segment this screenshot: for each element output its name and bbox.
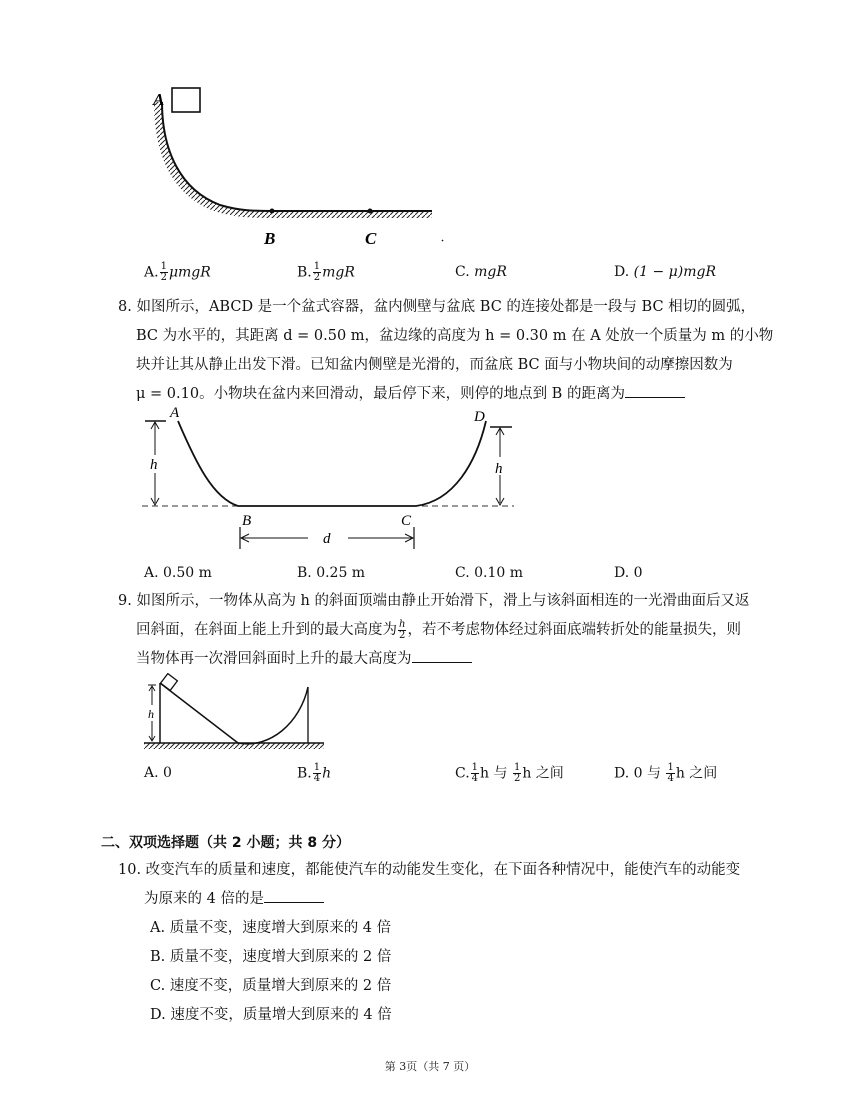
q9-answer-blank[interactable] — [412, 648, 472, 663]
q8-label-h-left: h — [150, 457, 158, 473]
q8-option-a[interactable]: A. 0.50 m — [144, 565, 212, 581]
q8-stem — [118, 293, 778, 409]
q9-line-3: 当物体再一次滑回斜面时上升的最大高度为 — [118, 645, 778, 674]
q9-line-2: 回斜面，在斜面上能上升到的最大高度为 $\frac{h}{2}$ ，若不考虑物体经过斜面底端转折处的能量损失，则 — [136, 618, 741, 641]
q8-label-A: A — [170, 405, 180, 421]
q8-number: 8. — [118, 299, 132, 315]
q7-label-C: C — [365, 229, 377, 248]
q8-label-C: C — [401, 513, 412, 529]
q10-options — [150, 914, 392, 1030]
q7-label-A: A — [153, 90, 165, 109]
q8-label-h-right: h — [495, 461, 503, 477]
q7-option-d-letter: D. — [614, 264, 630, 280]
q7-label-B: B — [264, 229, 276, 248]
q9-option-b[interactable]: B. $\frac{1}{4}$ h — [297, 762, 332, 784]
q10-option-a[interactable]: A. 质量不变，速度增大到原来的 4 倍 — [150, 920, 392, 936]
q7-option-a-letter: A. — [144, 264, 159, 281]
q7-hatch — [154, 102, 432, 218]
q7-option-b-frac: $\frac{1}{2}$ — [313, 261, 321, 283]
q7-point-C — [368, 209, 373, 214]
q9-option-a[interactable]: A. 0 — [144, 765, 172, 781]
q9-incline — [160, 683, 238, 743]
q7-option-b-expr: mgR — [322, 264, 355, 281]
q9-ground-hatch — [144, 743, 324, 749]
q9-stem — [118, 587, 778, 674]
q10-option-b[interactable]: B. 质量不变，速度增大到原来的 2 倍 — [150, 949, 392, 965]
q7-option-a-frac: $\frac{1}{2}$ — [160, 261, 167, 283]
q8-option-c[interactable]: C. 0.10 m — [455, 565, 524, 581]
q7-option-a[interactable] — [144, 262, 211, 283]
q9-line-1: 9. 如图所示，一物体从高为 h 的斜面顶端由静止开始滑下，滑上与该斜面相连的一光滑曲面后又返 — [118, 593, 750, 609]
q7-option-c-expr: mgR — [474, 264, 507, 280]
q7-option-d[interactable] — [614, 262, 716, 282]
q8-basin — [178, 421, 486, 506]
q9-block — [161, 674, 178, 691]
q10-stem — [118, 856, 788, 914]
page-footer: 第 3页（共 7 页） — [384, 1060, 476, 1073]
q8-line-4: μ = 0.10。小物块在盆内来回滑动，最后停下来，则停的地点到 B 的距离为 — [118, 380, 778, 409]
q7-option-b[interactable] — [297, 262, 355, 283]
q9-option-c[interactable]: C. $\frac{1}{4}$ h 与 $\frac{1}{2}$ h 之间 — [455, 762, 564, 784]
q7-point-B — [270, 209, 275, 214]
q9-figure — [140, 673, 330, 755]
q8-label-d: d — [323, 531, 331, 547]
q7-figure — [140, 80, 460, 250]
q7-option-c[interactable] — [455, 262, 507, 282]
q7-track — [162, 102, 432, 211]
q7-option-a-expr: μmgR — [168, 264, 211, 281]
q7-option-d-expr: (1 − μ)mgR — [633, 264, 716, 280]
q8-figure — [138, 403, 518, 555]
q9-line2-frac: $\frac{h}{2}$ — [399, 618, 406, 641]
q10-line-2: 为原来的 4 倍的是 — [118, 885, 788, 914]
q10-answer-blank[interactable] — [264, 888, 324, 903]
q10-line-1: 10. 改变汽车的质量和速度，都能使汽车的动能发生变化，在下面各种情况中，能使汽车的动能变 — [118, 862, 741, 878]
q8-line-3: 块并让其从静止出发下滑。已知盆内侧壁是光滑的，而盆底 BC 面与小物块间的动摩擦因数为 — [136, 357, 733, 373]
q10-option-d[interactable]: D. 速度不变，质量增大到原来的 4 倍 — [150, 1007, 392, 1023]
q9-option-d[interactable]: D. 0 与 $\frac{1}{4}$ h 之间 — [614, 762, 718, 784]
q9-label-h: h — [148, 707, 154, 721]
q8-option-b[interactable]: B. 0.25 m — [297, 565, 366, 581]
q10-number: 10. — [118, 862, 142, 878]
q8-label-D: D — [474, 409, 485, 425]
q8-line-2: BC 为水平的，其距离 d = 0.50 m，盆边缘的高度为 h = 0.30 m 在 A 处放一个质量为 m 的小物 — [136, 328, 774, 344]
q9-number: 9. — [118, 593, 132, 609]
q9-curve — [238, 687, 308, 744]
q7-block — [172, 88, 200, 112]
q7-option-b-letter: B. — [297, 264, 312, 281]
section-2-title: 二、双项选择题（共 2 小题；共 8 分） — [101, 835, 350, 851]
q8-line-1: 8. 如图所示，ABCD 是一个盆式容器，盆内侧壁与盆底 BC 的连接处都是一段与 BC 相切的圆弧， — [118, 299, 756, 315]
q8-label-B: B — [242, 513, 252, 529]
q7-option-c-letter: C. — [455, 264, 470, 280]
q10-option-c[interactable]: C. 速度不变，质量增大到原来的 2 倍 — [150, 978, 392, 994]
q8-option-d[interactable]: D. 0 — [614, 565, 643, 581]
q8-answer-blank[interactable] — [625, 383, 685, 398]
